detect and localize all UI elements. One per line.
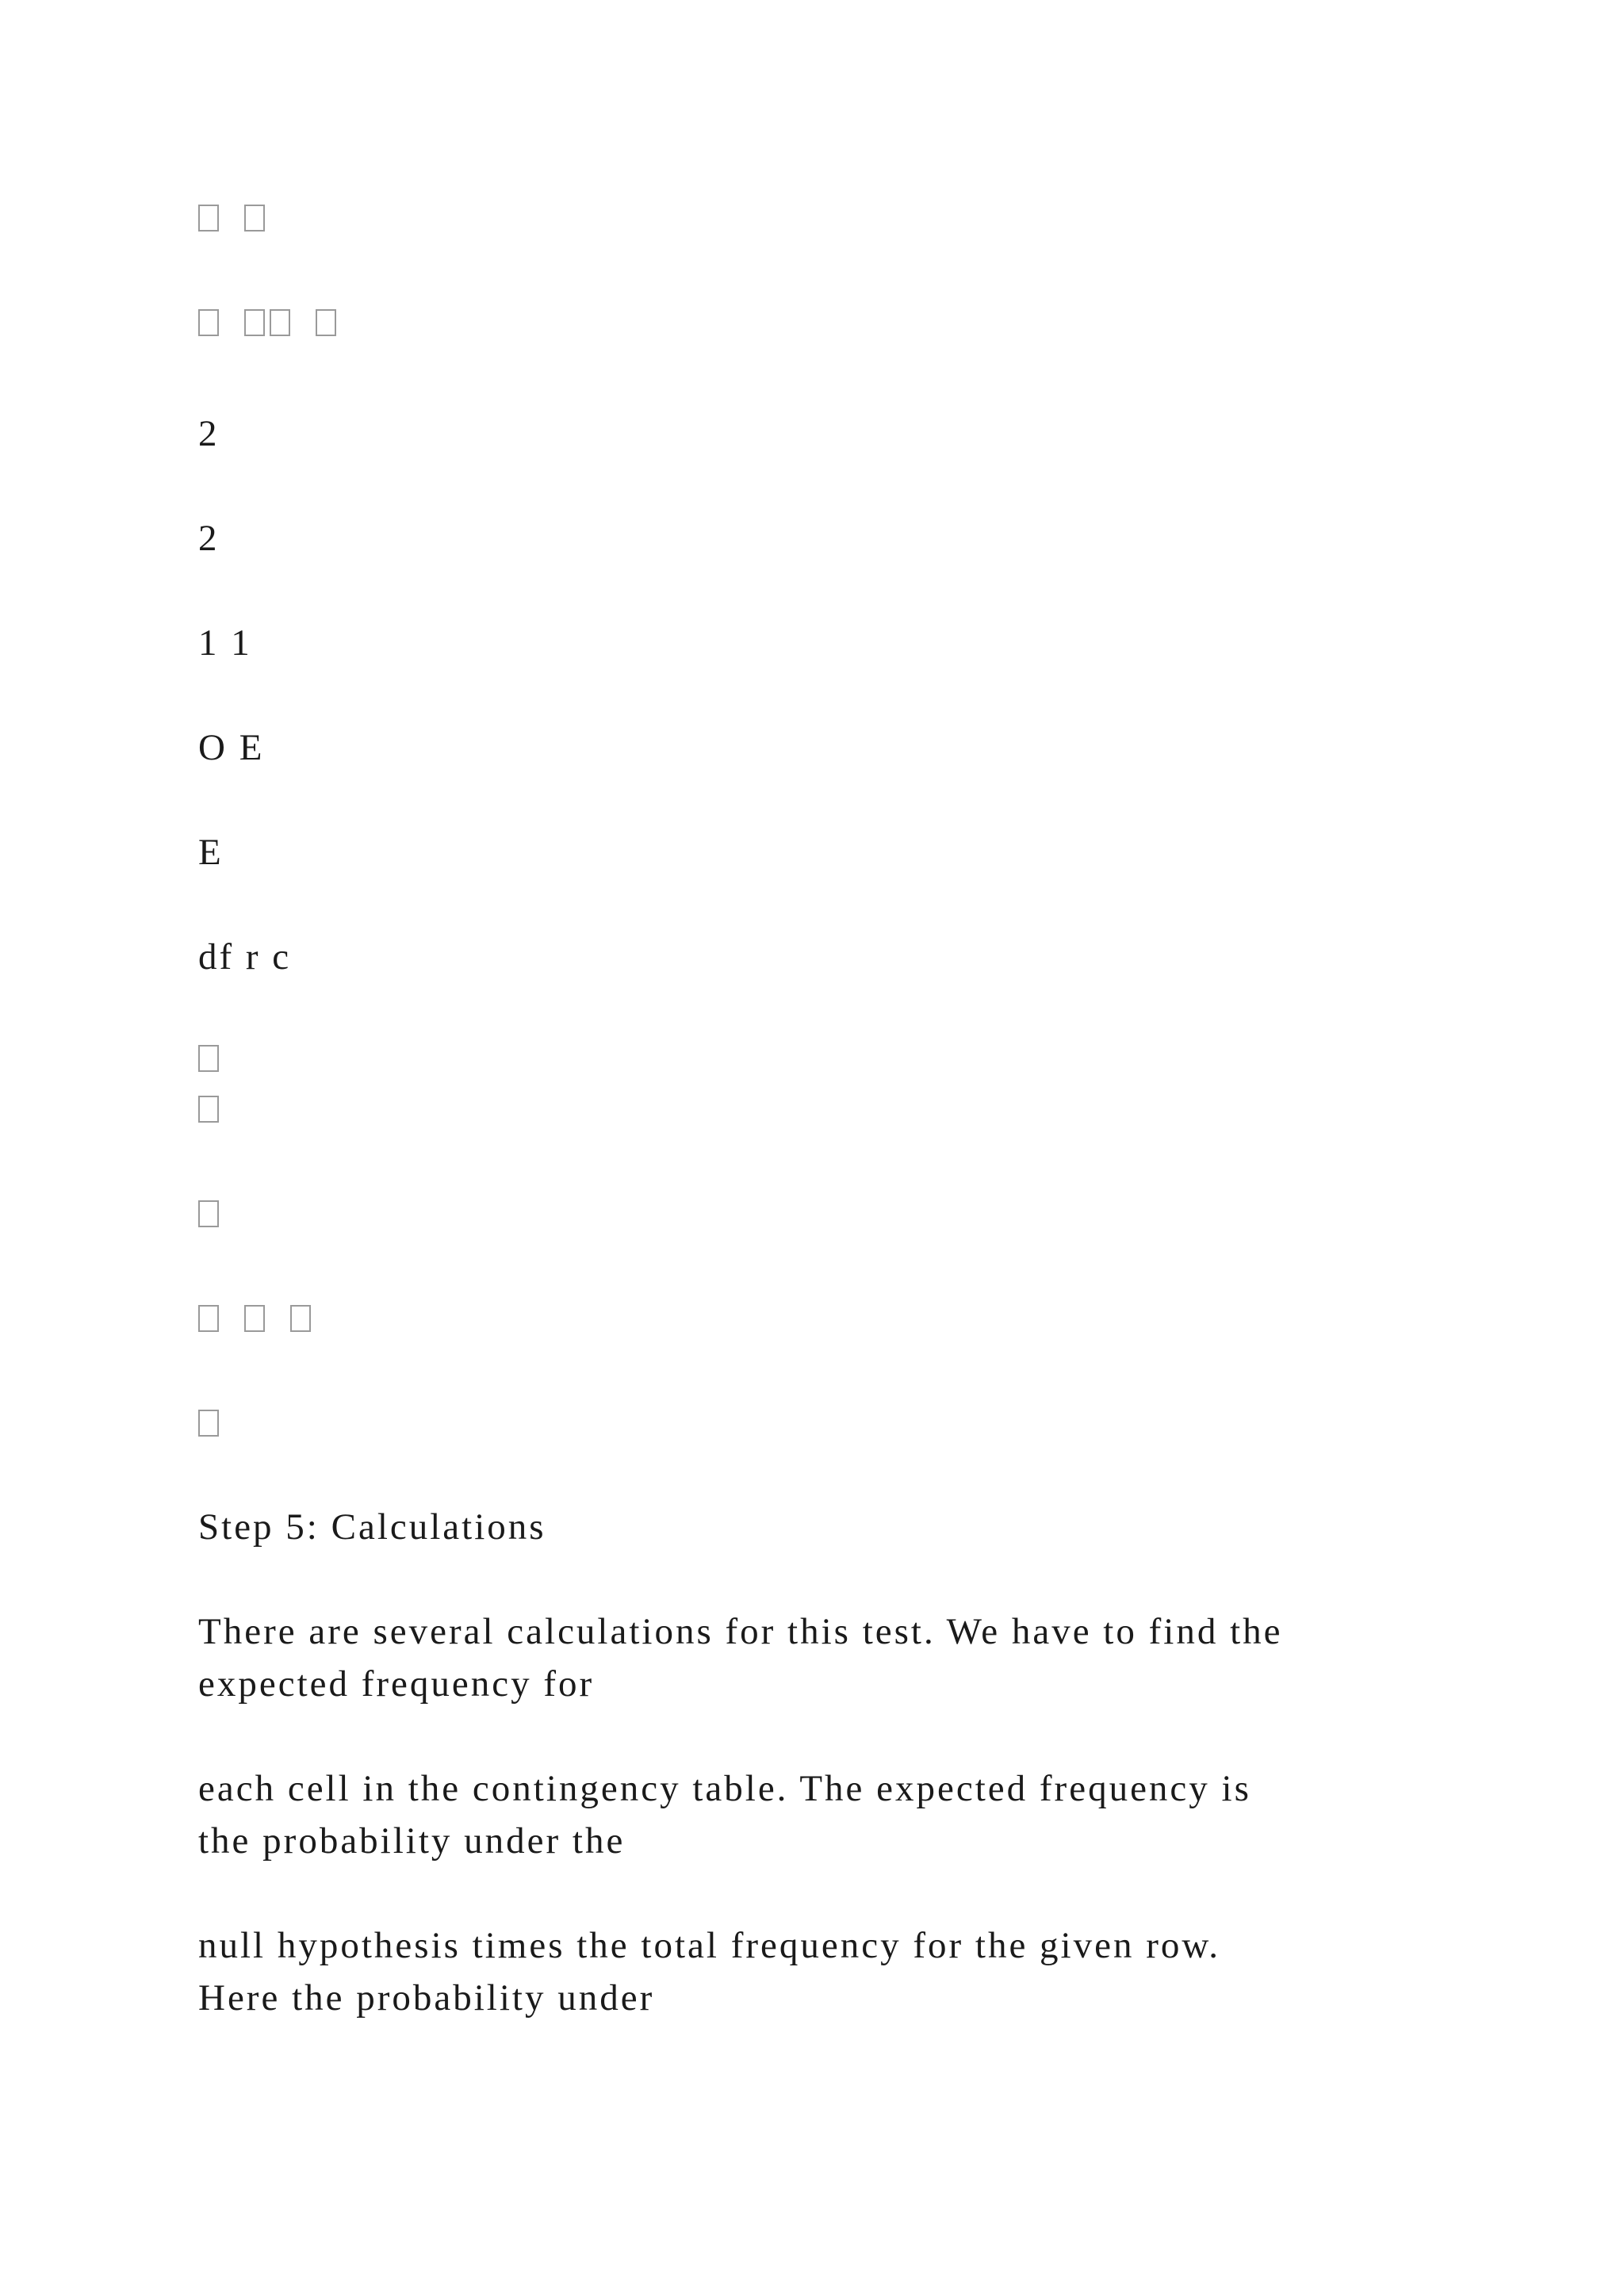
paragraph-3 — [198, 1919, 1467, 2024]
formula-fragment-4: 1 1 — [198, 622, 252, 664]
formula-glyph-row-8 — [198, 1045, 219, 1072]
missing-glyph-icon — [198, 1045, 219, 1072]
formula-glyph-row-2 — [198, 309, 336, 336]
missing-glyph-icon — [316, 309, 336, 336]
formula-fragment-6: E — [198, 832, 224, 873]
paragraph-line: the probability under the — [198, 1820, 626, 1862]
formula-fragment-3: 2 — [198, 518, 220, 559]
missing-glyph-icon — [270, 309, 290, 336]
missing-glyph-icon — [244, 205, 265, 232]
formula-glyph-row-1 — [198, 205, 265, 232]
paragraph-line: null hypothesis times the total frequency for the given row. — [198, 1925, 1221, 1966]
formula-fragment-7: df r c — [198, 936, 292, 978]
formula-fragment-5: O E — [198, 727, 265, 768]
missing-glyph-icon — [198, 1200, 219, 1227]
missing-glyph-icon — [198, 1410, 219, 1437]
missing-glyph-icon — [290, 1305, 311, 1332]
paragraph-line: each cell in the contingency table. The expected frequency is — [198, 1768, 1251, 1809]
missing-glyph-icon — [198, 205, 219, 232]
formula-fragment-2: 2 — [198, 413, 220, 454]
formula-glyph-row-9 — [198, 1096, 219, 1123]
missing-glyph-icon — [198, 1305, 219, 1332]
section-heading: Step 5: Calculations — [198, 1506, 546, 1548]
paragraph-1 — [198, 1605, 1467, 1710]
paragraph-2 — [198, 1762, 1467, 1867]
paragraph-line: expected frequency for — [198, 1663, 595, 1705]
missing-glyph-icon — [198, 309, 219, 336]
missing-glyph-icon — [244, 309, 265, 336]
formula-glyph-row-10 — [198, 1200, 219, 1227]
missing-glyph-icon — [198, 1096, 219, 1123]
paragraph-line: Here the probability under — [198, 1977, 655, 2019]
paragraph-line: There are several calculations for this test. We have to find the — [198, 1611, 1283, 1652]
missing-glyph-icon — [244, 1305, 265, 1332]
formula-glyph-row-11 — [198, 1305, 311, 1332]
formula-glyph-row-12 — [198, 1410, 219, 1437]
